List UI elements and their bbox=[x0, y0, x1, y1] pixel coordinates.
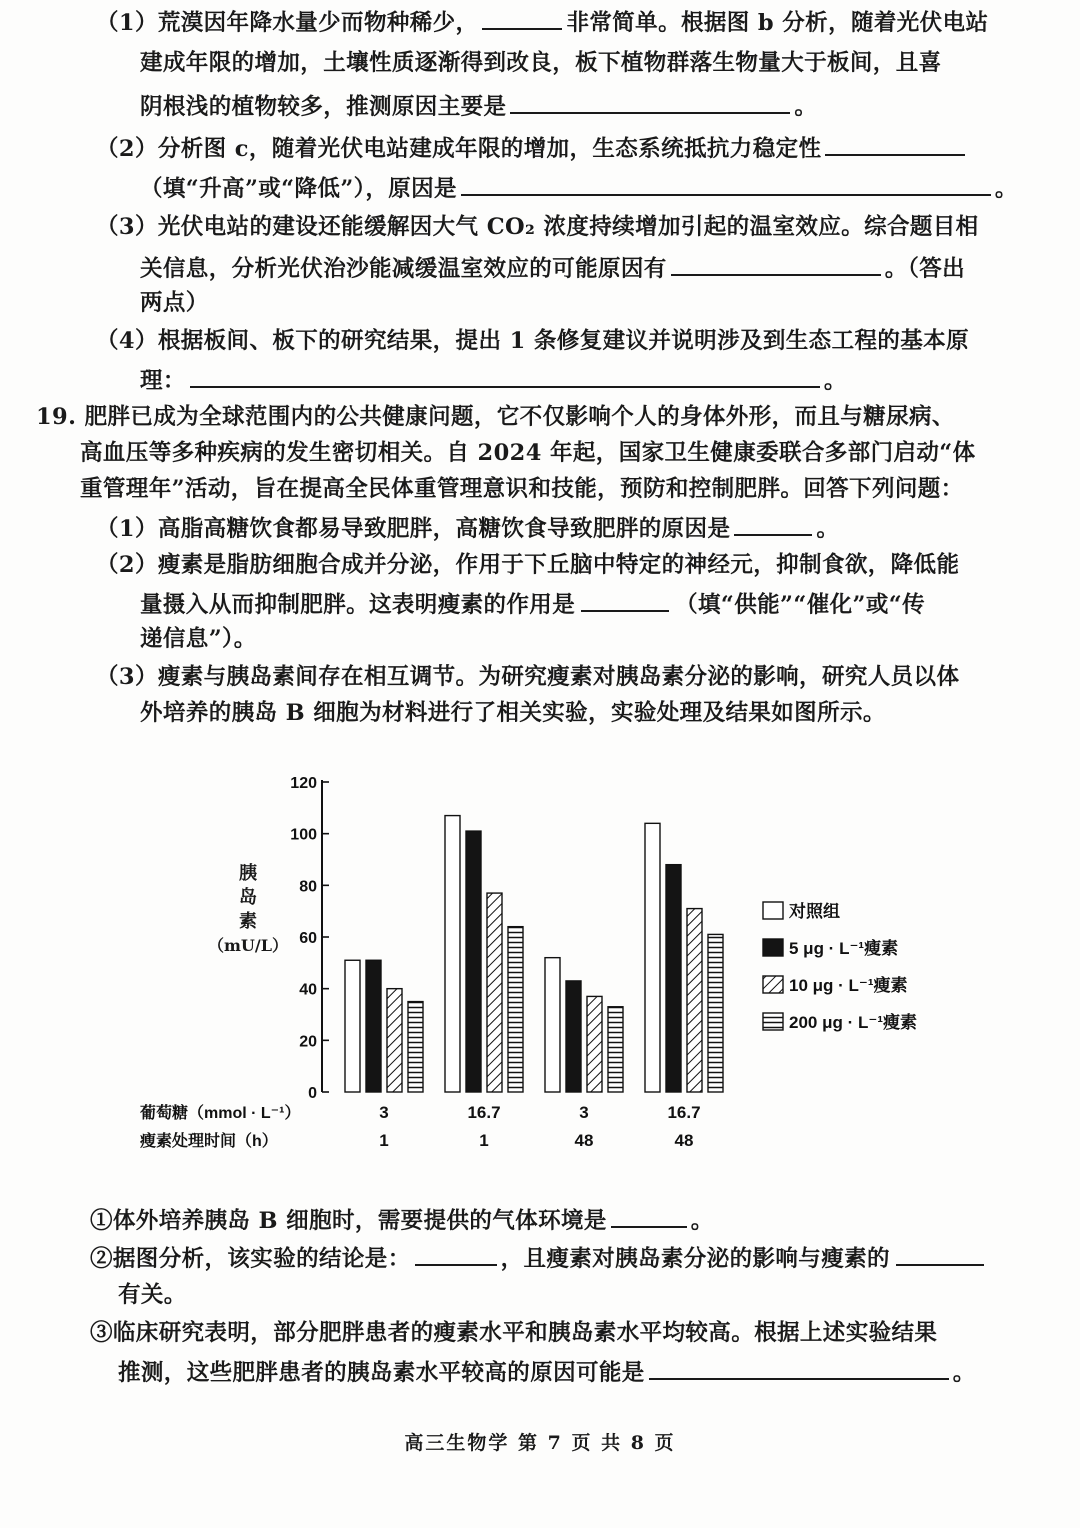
legend-swatch bbox=[763, 939, 783, 956]
q18-part1-blank-b[interactable] bbox=[510, 90, 790, 114]
bar bbox=[387, 989, 402, 1092]
insulin-bar-chart bbox=[130, 760, 950, 1160]
q19-part2-line1: （2）瘦素是脂肪细胞合成并分泌，作用于下丘脑中特定的神经元，抑制食欲，降低能 bbox=[96, 552, 960, 578]
q19-sub1-line bbox=[90, 1204, 714, 1236]
y-tick-label: 20 bbox=[299, 1033, 317, 1051]
q19-sub3-line2 bbox=[118, 1356, 976, 1388]
time-value: 48 bbox=[574, 1131, 594, 1150]
legend-label: 200 μg · L⁻¹瘦素 bbox=[789, 1013, 917, 1032]
chart-axes bbox=[290, 775, 329, 1102]
period: 。 bbox=[994, 176, 1018, 202]
y-tick-label: 40 bbox=[299, 981, 317, 999]
legend-swatch bbox=[763, 902, 783, 919]
q19-part2-text-a: 量摄入从而抑制肥胖。这表明瘦素的作用是 bbox=[140, 592, 576, 618]
y-axis-label-char-3: 素 bbox=[238, 911, 257, 932]
bar bbox=[487, 893, 502, 1092]
q19-part1-blank[interactable] bbox=[734, 512, 812, 536]
legend-label: 对照组 bbox=[789, 902, 840, 921]
q19-part3-line1: （3）瘦素与胰岛素间存在相互调节。为研究瘦素对胰岛素分泌的影响，研究人员以体 bbox=[96, 664, 960, 690]
period: 。 bbox=[816, 516, 840, 542]
q18-part2-text-b: （填“升高”或“降低”），原因是 bbox=[140, 176, 457, 202]
q19-sub2-text-b: ，且瘦素对胰岛素分泌的影响与瘦素的 bbox=[500, 1246, 890, 1272]
period: 。 bbox=[952, 1360, 976, 1386]
q19-part2-line2 bbox=[140, 588, 925, 620]
page-footer: 高三生物学 第 7 页 共 8 页 bbox=[404, 1432, 676, 1454]
period: 。 bbox=[690, 1208, 714, 1234]
bar bbox=[466, 831, 481, 1092]
q19-sub2-line2: 有关。 bbox=[118, 1282, 187, 1308]
glucose-value: 3 bbox=[379, 1103, 389, 1122]
q18-part3-line2 bbox=[140, 252, 965, 284]
glucose-row-label: 葡萄糖（mmol · L⁻¹） bbox=[140, 1105, 301, 1122]
q18-part3-text-b: 。（答出 bbox=[884, 256, 966, 282]
q19-sub2-blank-b[interactable] bbox=[896, 1242, 984, 1266]
bar bbox=[566, 981, 581, 1092]
q18-part2-line1 bbox=[96, 132, 965, 164]
q19-part2-line3: 递信息”）。 bbox=[140, 626, 257, 652]
bar bbox=[508, 927, 523, 1092]
time-value: 1 bbox=[379, 1131, 389, 1150]
bar bbox=[687, 909, 702, 1092]
q18-part2-blank-b[interactable] bbox=[461, 172, 991, 196]
legend-swatch bbox=[763, 1013, 783, 1030]
y-tick-label: 120 bbox=[290, 775, 317, 792]
q19-part2-text-b: （填“供能”“催化”或“传 bbox=[675, 592, 926, 618]
q18-part3-line3: 两点） bbox=[140, 290, 209, 316]
q18-part4-line1: （4）根据板间、板下的研究结果，提出 1 条修复建议并说明涉及到生态工程的基本原 bbox=[96, 328, 969, 354]
y-tick-label: 100 bbox=[290, 826, 317, 844]
bar bbox=[445, 816, 460, 1092]
bar bbox=[366, 960, 381, 1092]
q19-sub3-text: 推测，这些肥胖患者的胰岛素水平较高的原因可能是 bbox=[118, 1360, 645, 1386]
q18-part2-text-a: （2）分析图 c，随着光伏电站建成年限的增加，生态系统抵抗力稳定性 bbox=[96, 136, 822, 162]
q19-part1-line bbox=[96, 512, 839, 544]
bar bbox=[608, 1007, 623, 1092]
q18-part3-line1: （3）光伏电站的建设还能缓解因大气 CO₂ 浓度持续增加引起的温室效应。综合题目相 bbox=[96, 214, 979, 240]
legend-label: 5 μg · L⁻¹瘦素 bbox=[789, 939, 899, 958]
q18-part1-blank-a[interactable] bbox=[482, 6, 562, 30]
q19-sub3-blank[interactable] bbox=[649, 1356, 949, 1380]
bar bbox=[345, 960, 360, 1092]
q18-part4-text: 理： bbox=[140, 368, 186, 394]
glucose-value: 16.7 bbox=[467, 1103, 501, 1122]
q19-sub2-line1 bbox=[90, 1242, 984, 1274]
bar bbox=[708, 934, 723, 1092]
q18-part1-line2: 建成年限的增加，土壤性质逐渐得到改良，板下植物群落生物量大于板间，且喜 bbox=[140, 50, 942, 76]
q19-sub1-text: ①体外培养胰岛 B 细胞时，需要提供的气体环境是 bbox=[90, 1208, 607, 1234]
bar bbox=[645, 823, 660, 1092]
q18-part1-line3 bbox=[140, 90, 817, 122]
q18-part2-line2 bbox=[140, 172, 1018, 204]
y-axis-label-char-2: 岛 bbox=[238, 887, 257, 908]
q19-stem-line3: 重管理年”活动，旨在提高全民体重管理意识和技能，预防和控制肥胖。回答下列问题： bbox=[80, 476, 964, 502]
bar bbox=[408, 1002, 423, 1092]
q19-stem-line1: 19. 肥胖已成为全球范围内的公共健康问题，它不仅影响个人的身体外形，而且与糖尿病、 bbox=[36, 404, 955, 430]
q19-part2-blank[interactable] bbox=[581, 588, 669, 612]
q18-part3-blank[interactable] bbox=[671, 252, 881, 276]
glucose-value: 16.7 bbox=[667, 1103, 701, 1122]
q18-part2-blank-a[interactable] bbox=[825, 132, 965, 156]
q19-sub2-text-a: ②据图分析，该实验的结论是： bbox=[90, 1246, 411, 1272]
legend-label: 10 μg · L⁻¹瘦素 bbox=[789, 976, 908, 995]
chart-bars bbox=[345, 816, 723, 1092]
y-tick-label: 60 bbox=[299, 930, 317, 947]
q18-part1-text-a: （1）荒漠因年降水量少而物种稀少， bbox=[96, 10, 479, 36]
q19-sub2-blank-a[interactable] bbox=[415, 1242, 497, 1266]
q19-part3-line2: 外培养的胰岛 B 细胞为材料进行了相关实验，实验处理及结果如图所示。 bbox=[140, 700, 886, 726]
q18-part1-text-c: 阴根浅的植物较多，推测原因主要是 bbox=[140, 94, 507, 120]
q19-part1-text: （1）高脂高糖饮食都易导致肥胖，高糖饮食导致肥胖的原因是 bbox=[96, 516, 731, 542]
legend-swatch bbox=[763, 976, 783, 993]
time-value: 48 bbox=[674, 1131, 694, 1150]
q19-sub3-line1: ③临床研究表明，部分肥胖患者的瘦素水平和胰岛素水平均较高。根据上述实验结果 bbox=[90, 1320, 938, 1346]
q18-part3-text-a: 关信息，分析光伏治沙能减缓温室效应的可能原因有 bbox=[140, 256, 667, 282]
time-value: 1 bbox=[479, 1131, 489, 1150]
y-axis-unit: （mU/L） bbox=[208, 936, 288, 955]
q18-part1-text-b: 非常简单。根据图 b 分析，随着光伏电站 bbox=[566, 10, 989, 36]
y-tick-label: 0 bbox=[308, 1085, 317, 1102]
q19-stem-line2: 高血压等多种疾病的发生密切相关。自 2024 年起，国家卫生健康委联合多部门启动“体 bbox=[80, 440, 976, 466]
period: 。 bbox=[794, 94, 818, 120]
period: 。 bbox=[823, 368, 847, 394]
y-axis-label-char-1: 胰 bbox=[238, 863, 257, 884]
q18-part4-line2 bbox=[140, 364, 847, 396]
y-tick-label: 80 bbox=[299, 878, 317, 896]
time-row-label: 瘦素处理时间（h） bbox=[140, 1133, 278, 1150]
chart-x-labels bbox=[140, 1103, 701, 1150]
q19-sub1-blank[interactable] bbox=[611, 1204, 687, 1228]
q18-part1-line1 bbox=[96, 6, 988, 38]
bar bbox=[666, 865, 681, 1092]
q18-part4-blank[interactable] bbox=[190, 364, 820, 388]
bar bbox=[545, 958, 560, 1092]
glucose-value: 3 bbox=[579, 1103, 589, 1122]
chart-legend bbox=[763, 901, 917, 1032]
bar bbox=[587, 996, 602, 1092]
